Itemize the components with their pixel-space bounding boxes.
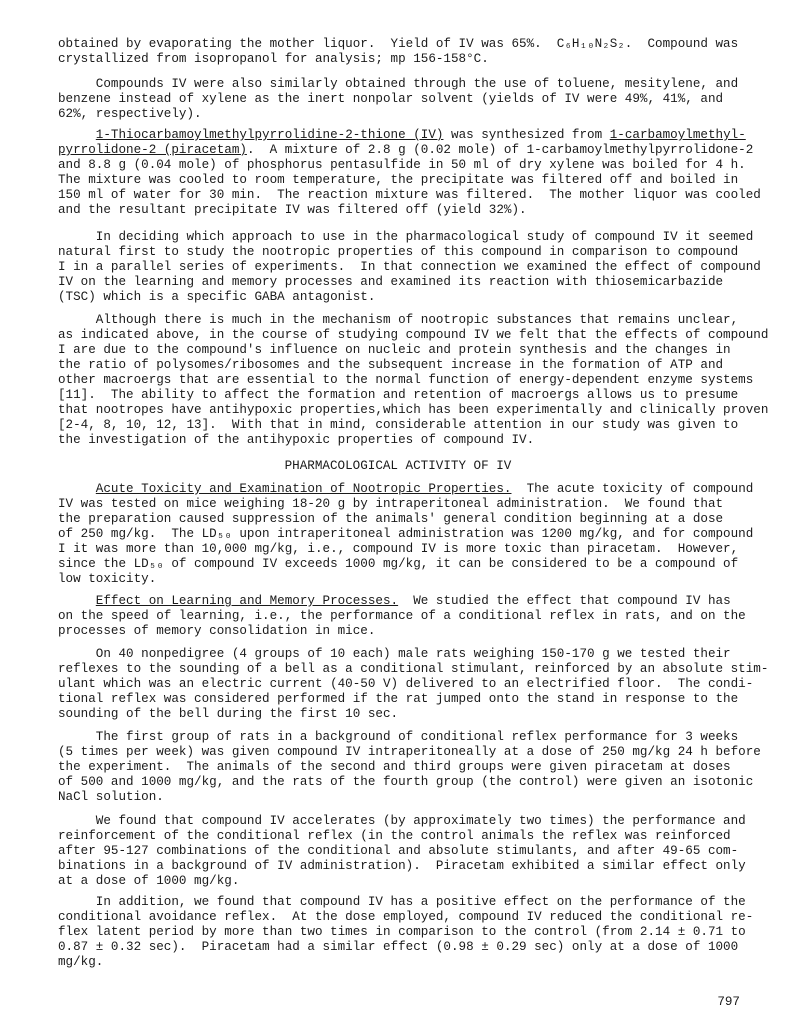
text-run: the investigation of the antihypoxic properties of compound IV.	[58, 433, 535, 447]
text-line	[58, 497, 758, 512]
text-line	[58, 143, 758, 158]
text-line	[58, 790, 758, 805]
text-line	[58, 609, 758, 624]
text-line	[58, 707, 758, 722]
text-line	[58, 829, 758, 844]
text-run: We found that compound IV accelerates (by approximately two times) the performance and	[58, 814, 746, 828]
text-line	[58, 895, 758, 910]
text-line	[58, 373, 758, 388]
text-run: Compounds IV were also similarly obtained through the use of toluene, mesitylene, and	[58, 77, 739, 91]
text-line	[58, 403, 769, 418]
text-line	[58, 647, 758, 662]
text-run: I are due to the compound's influence on nucleic and protein synthesis and the changes in	[58, 343, 731, 357]
paragraph-6	[58, 594, 758, 639]
text-run: and 8.8 g (0.04 mole) of phosphorus pentasulfide in 50 ml of dry xylene was boiled for 4 h.	[58, 158, 746, 172]
text-line	[58, 624, 758, 639]
text-run: [2-4, 8, 10, 12, 13]. With that in mind, considerable attention in our study was given to	[58, 418, 739, 432]
paragraph-7	[58, 647, 769, 722]
paragraph-0	[58, 37, 758, 67]
text-line	[58, 814, 758, 829]
text-run: processes of memory consolidation in mice.	[58, 624, 376, 638]
page-number: 797	[717, 995, 740, 1009]
text-run: I in a parallel series of experiments. In that connection we examined the effect of compound	[58, 260, 761, 274]
paragraph-2	[58, 128, 761, 218]
text-line	[58, 760, 758, 775]
text-line	[58, 37, 758, 52]
text-run: On 40 nonpedigree (4 groups of 10 each) male rats weighing 150-170 g we tested their	[58, 647, 731, 661]
paragraph-9	[58, 814, 758, 889]
text-run: Although there is much in the mechanism of nootropic substances that remains unclear,	[58, 313, 739, 327]
text-run: and the resultant precipitate IV was filtered off (yield 32%).	[58, 203, 527, 217]
text-line	[58, 940, 758, 955]
text-run: In deciding which approach to use in the pharmacological study of compound IV it seemed	[58, 230, 754, 244]
text-run: other macroergs that are essential to the normal function of energy-dependent enzyme systems	[58, 373, 754, 387]
text-line	[58, 482, 758, 497]
text-line	[58, 158, 758, 173]
text-run: The mixture was cooled to room temperature, the precipitate was filtered off and boiled in	[58, 173, 739, 187]
text-line	[58, 107, 758, 122]
text-line	[58, 275, 758, 290]
text-run: We studied the effect that compound IV has	[398, 594, 731, 608]
text-line	[58, 692, 758, 707]
text-run: In addition, we found that compound IV has a positive effect on the performance of the	[58, 895, 746, 909]
text-line	[58, 230, 758, 245]
text-line	[58, 512, 758, 527]
underlined-run: Effect on Learning and Memory Processes.	[95, 594, 399, 608]
text-run: The acute toxicity of compound	[511, 482, 754, 496]
section-heading: PHARMACOLOGICAL ACTIVITY OF IV	[284, 459, 512, 473]
text-line	[58, 77, 758, 92]
text-run: reflexes to the sounding of a bell as a conditional stimulant, reinforced by an absolute stim-	[58, 662, 769, 676]
text-run	[58, 594, 96, 608]
text-run: natural first to study the nootropic properties of this compound in comparison to compound	[58, 245, 739, 259]
text-run: 0.87 ± 0.32 sec). Piracetam had a similar effect (0.98 ± 0.29 sec) only at a dose of 1000	[58, 940, 739, 954]
text-run: the preparation caused suppression of the animals' general condition beginning at a dose	[58, 512, 724, 526]
text-line	[58, 343, 758, 358]
text-run: crystallized from isopropanol for analysis; mp 156-158°C.	[58, 52, 489, 66]
text-line	[58, 874, 758, 889]
paragraph-5	[58, 482, 758, 587]
text-line	[58, 92, 758, 107]
text-line	[58, 662, 769, 677]
text-line	[58, 52, 758, 67]
paragraph-4	[58, 313, 769, 448]
paragraph-3	[58, 230, 761, 305]
text-line	[58, 775, 758, 790]
text-line	[58, 745, 761, 760]
text-run: 62%, respectively).	[58, 107, 202, 121]
text-run: flex latent period by more than two times in comparison to the control (from 2.14 ± 0.71 to	[58, 925, 746, 939]
text-run: binations in a background of IV administration). Piracetam exhibited a similar effect only	[58, 859, 746, 873]
text-line	[58, 433, 758, 448]
text-line	[58, 925, 758, 940]
text-line	[58, 203, 758, 218]
text-line	[58, 910, 758, 925]
text-line	[58, 677, 758, 692]
text-line	[58, 290, 758, 305]
text-run: conditional avoidance reflex. At the dose employed, compound IV reduced the conditional re-	[58, 910, 754, 924]
text-run: was synthesized from	[443, 128, 610, 142]
text-line	[58, 128, 758, 143]
text-line	[58, 188, 761, 203]
text-run	[58, 482, 96, 496]
text-run: The first group of rats in a background of conditional reflex performance for 3 weeks	[58, 730, 739, 744]
text-line	[58, 572, 758, 587]
paragraph-10	[58, 895, 758, 970]
text-run: benzene instead of xylene as the inert nonpolar solvent (yields of IV were 49%, 41%, and	[58, 92, 724, 106]
text-line	[58, 859, 758, 874]
text-run: that nootropes have antihypoxic properties,which has been experimentally and clinically proven	[58, 403, 769, 417]
text-run: reinforcement of the conditional reflex (in the control animals the reflex was reinforced	[58, 829, 731, 843]
text-run: of 500 and 1000 mg/kg, and the rats of the fourth group (the control) were given an isotonic	[58, 775, 754, 789]
text-run: IV on the learning and memory processes and examined its reaction with thiosemicarbazide	[58, 275, 724, 289]
text-line	[58, 313, 758, 328]
text-run: since the LD₅₀ of compound IV exceeds 1000 mg/kg, it can be considered to be a compound of	[58, 557, 739, 571]
text-run: IV was tested on mice weighing 18-20 g by intraperitoneal administration. We found that	[58, 497, 724, 511]
text-run: obtained by evaporating the mother liquor. Yield of IV was 65%. C₆H₁₀N₂S₂. Compound was	[58, 37, 739, 51]
text-run: at a dose of 1000 mg/kg.	[58, 874, 240, 888]
text-run: low toxicity.	[58, 572, 157, 586]
text-line	[58, 955, 758, 970]
text-run: ulant which was an electric current (40-50 V) delivered to an electrified floor. The condi-	[58, 677, 754, 691]
underlined-run: 1-Thiocarbamoylmethylpyrrolidine-2-thione (IV)	[95, 128, 444, 142]
text-line	[58, 173, 758, 188]
text-run: the ratio of polysomes/ribosomes and the subsequent increase in the formation of ATP and	[58, 358, 724, 372]
text-run: (5 times per week) was given compound IV intraperitoneally at a dose of 250 mg/kg 24 h before	[58, 745, 761, 759]
text-run: I it was more than 10,000 mg/kg, i.e., compound IV is more toxic than piracetam. However,	[58, 542, 739, 556]
text-line	[58, 388, 758, 403]
text-run: NaCl solution.	[58, 790, 164, 804]
text-line	[58, 328, 769, 343]
underlined-run: pyrrolidone-2 (piracetam)	[58, 143, 247, 157]
text-run: of 250 mg/kg. The LD₅₀ upon intraperitoneal administration was 1200 mg/kg, and for compound	[58, 527, 754, 541]
paragraph-1	[58, 77, 758, 122]
text-run: . A mixture of 2.8 g (0.02 mole) of 1-carbamoylmethylpyrrolidone-2	[246, 143, 754, 157]
text-line	[58, 527, 758, 542]
text-line	[58, 418, 758, 433]
text-line	[58, 594, 758, 609]
text-line	[58, 844, 758, 859]
text-run: mg/kg.	[58, 955, 104, 969]
text-line	[58, 542, 758, 557]
text-run: (TSC) which is a specific GABA antagonist.	[58, 290, 376, 304]
text-run: on the speed of learning, i.e., the performance of a conditional reflex in rats, and on the	[58, 609, 746, 623]
text-line	[58, 730, 758, 745]
text-run: after 95-127 combinations of the conditional and absolute stimulants, and after 49-65 com-	[58, 844, 739, 858]
text-run: the experiment. The animals of the second and third groups were given piracetam at doses	[58, 760, 731, 774]
paragraph-8	[58, 730, 761, 805]
text-line	[58, 260, 761, 275]
text-run: [11]. The ability to affect the formation and retention of macroergs allows us to presume	[58, 388, 739, 402]
text-run: 150 ml of water for 30 min. The reaction mixture was filtered. The mother liquor was cooled	[58, 188, 761, 202]
text-run: sounding of the bell during the first 10 sec.	[58, 707, 399, 721]
underlined-run: Acute Toxicity and Examination of Nootropic Properties.	[95, 482, 512, 496]
text-line	[58, 358, 758, 373]
underlined-run: 1-carbamoylmethyl-	[609, 128, 746, 142]
text-line	[58, 557, 758, 572]
text-run	[58, 128, 96, 142]
text-line	[58, 245, 758, 260]
text-run: as indicated above, in the course of studying compound IV we felt that the effects of compound	[58, 328, 769, 342]
text-run: tional reflex was considered performed if the rat jumped onto the stand in response to the	[58, 692, 739, 706]
